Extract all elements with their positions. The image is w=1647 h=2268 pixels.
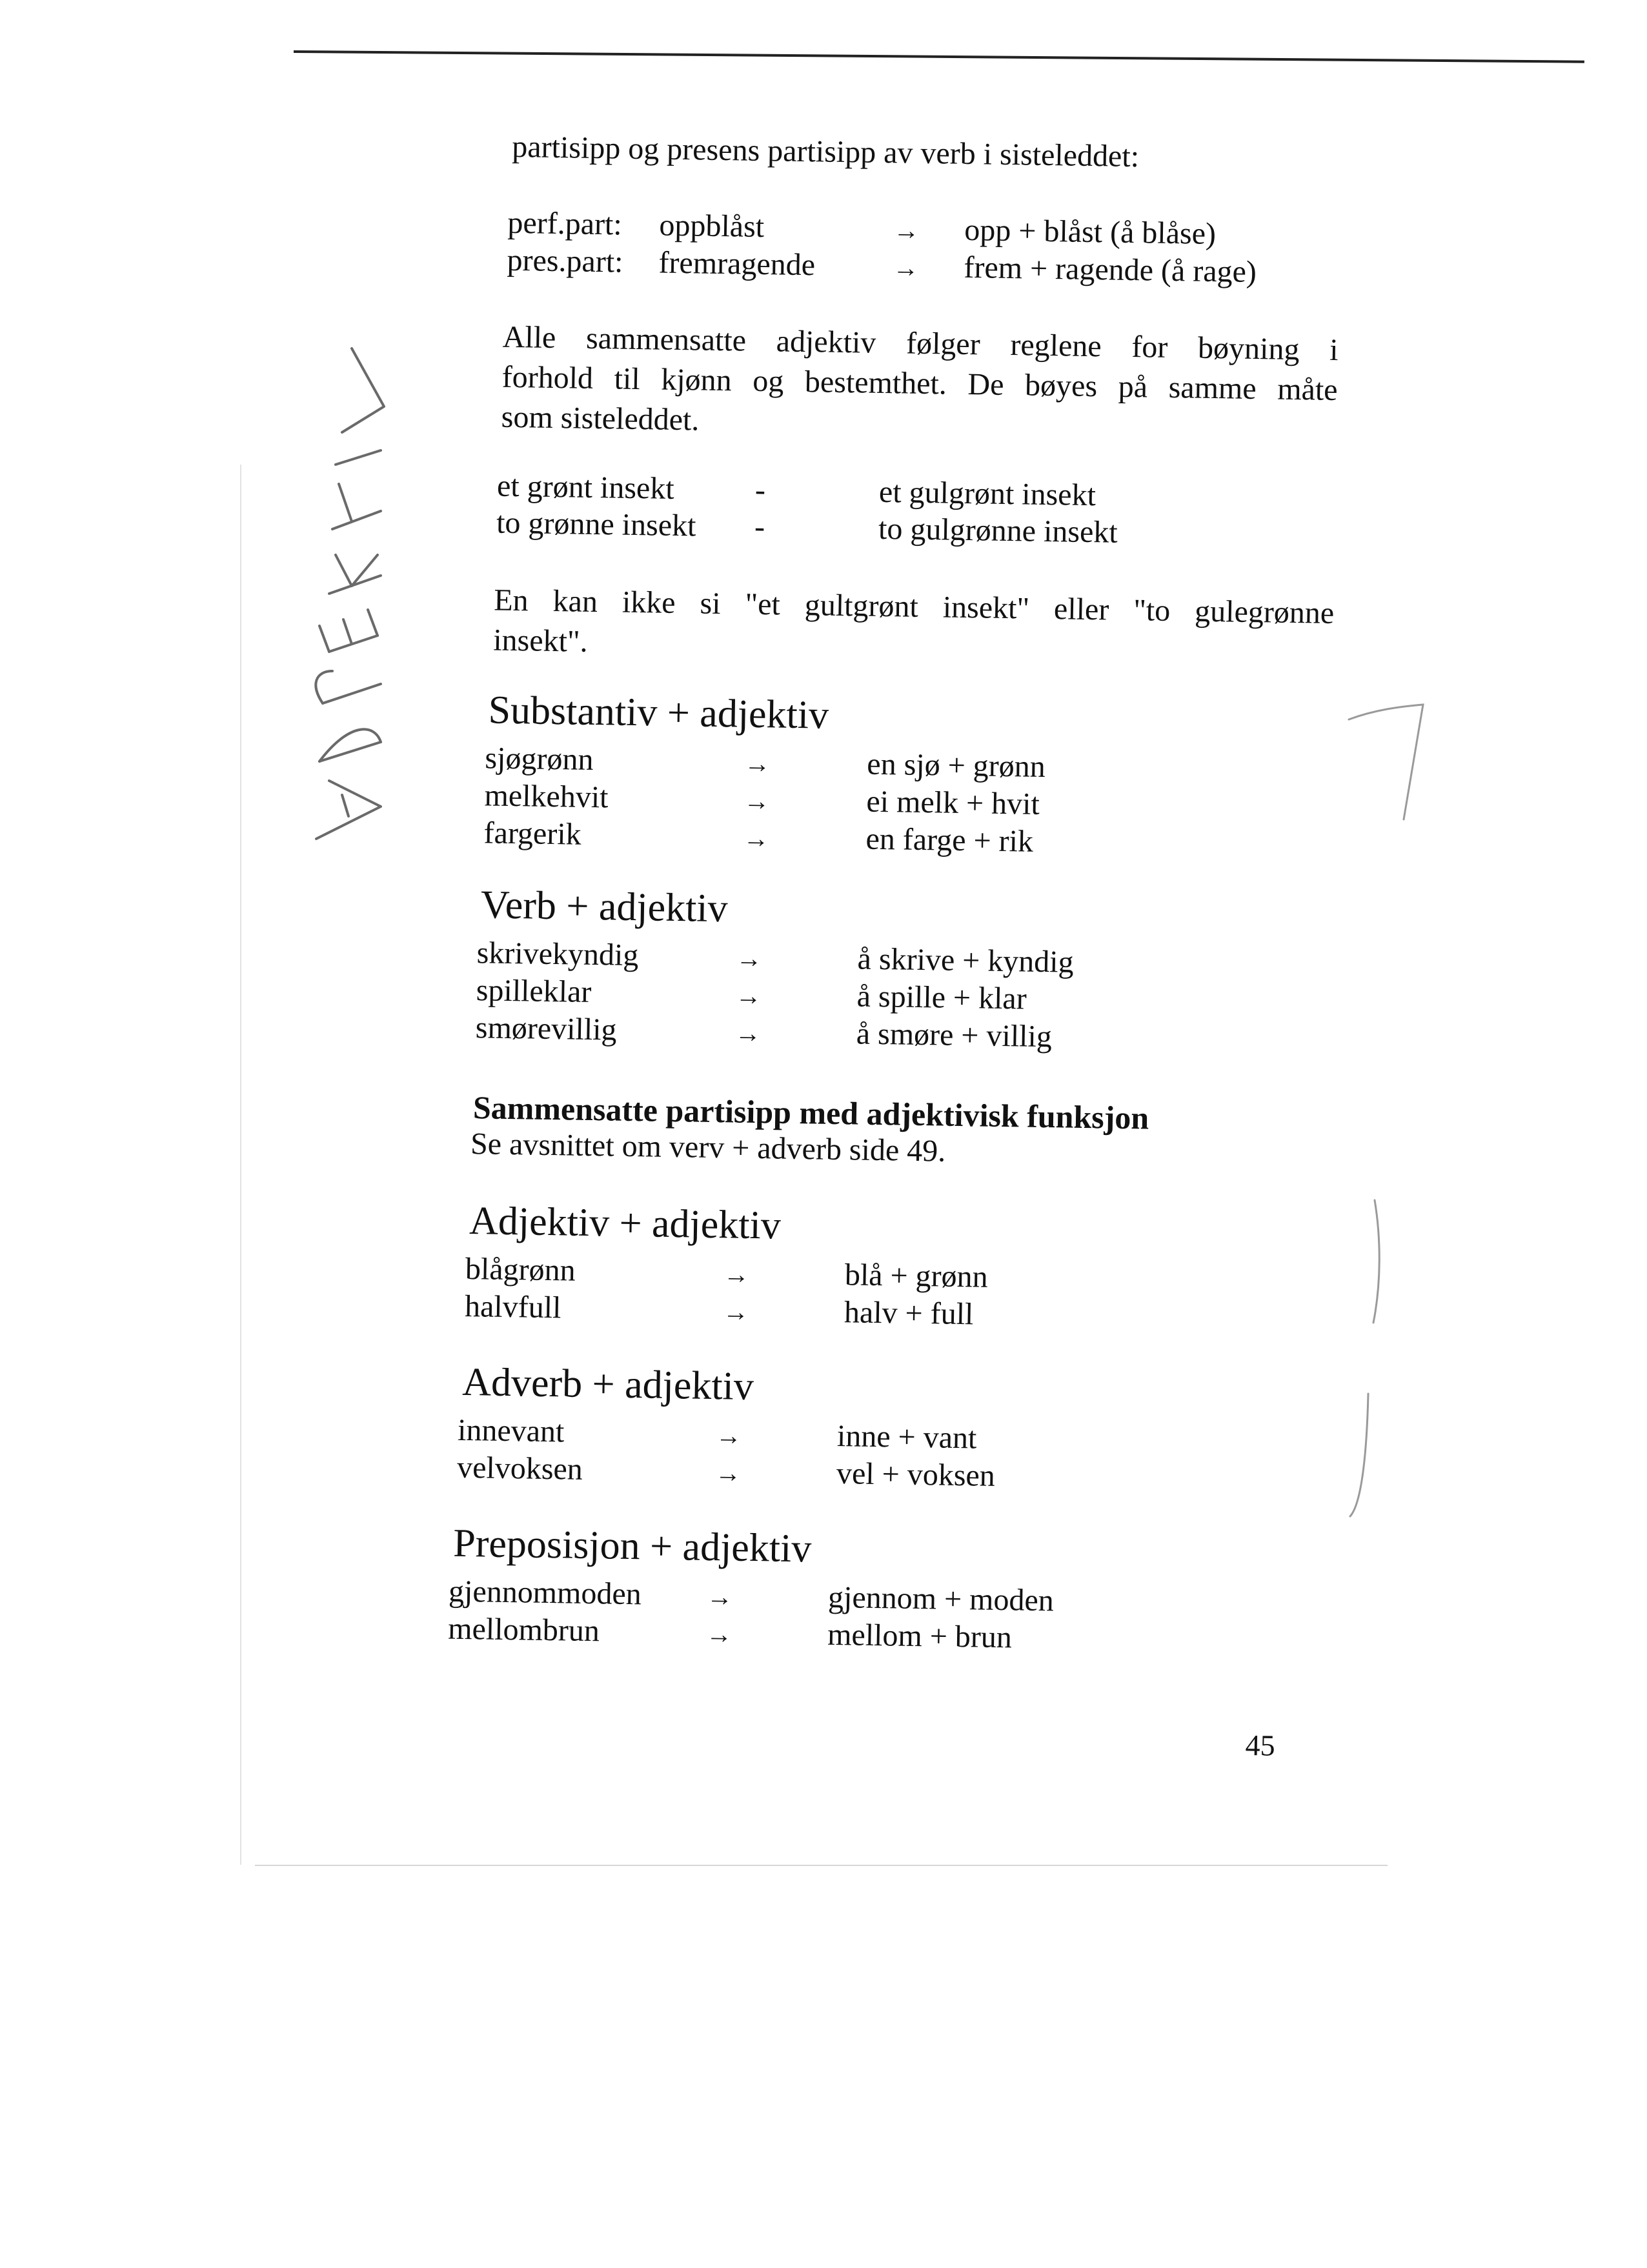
arrow-icon: →	[893, 253, 919, 283]
participle-word: fremragende	[658, 245, 816, 283]
subheading-bold: Sammensatte partisipp med adjektivisk funksjon	[472, 1089, 1149, 1136]
arrow-icon: →	[744, 748, 771, 779]
compound-word: smørevillig	[475, 1010, 617, 1047]
cross-reference-text: Se avsnittet om verv + adverb side 49.	[470, 1127, 946, 1169]
paragraph-line: Alle sammensatte adjektiv følger reglene for bøyning i	[502, 319, 1339, 368]
arrow-icon: →	[705, 1619, 733, 1649]
page-number: 45	[1245, 1729, 1275, 1762]
section-heading: Adjektiv + adjektiv	[469, 1199, 782, 1248]
compound-result: gjennom + moden	[827, 1580, 1055, 1618]
example-left: to grønne insekt	[496, 505, 696, 543]
section-heading: Adverb + adjektiv	[461, 1360, 754, 1409]
compound-word: blågrønn	[465, 1251, 576, 1288]
compound-word: melkehvit	[484, 778, 609, 815]
arrow-icon: →	[735, 981, 762, 1011]
example-dash: -	[754, 509, 765, 545]
arrow-icon: →	[743, 823, 769, 854]
arrow-icon: →	[706, 1581, 733, 1612]
participle-result: frem + ragende (å rage)	[964, 250, 1257, 290]
arrow-icon: →	[715, 1421, 742, 1450]
compound-word: mellombrun	[447, 1611, 600, 1649]
compound-result: inne + vant	[836, 1419, 977, 1456]
example-left: et grønt insekt	[496, 468, 675, 506]
compound-result: ei melk + hvit	[866, 784, 1040, 821]
compound-word: halvfull	[464, 1289, 561, 1325]
example-dash: -	[754, 472, 766, 508]
paragraph-line: som sisteleddet.	[501, 399, 700, 437]
arrow-icon: →	[714, 1458, 742, 1488]
participle-word: oppblåst	[659, 208, 765, 245]
arrow-icon: →	[893, 216, 920, 245]
compound-result: å skrive + kyndig	[857, 941, 1075, 979]
compound-result: mellom + brun	[827, 1617, 1013, 1655]
intro-line: partisipp og presens partisipp av verb i sisteleddet:	[511, 129, 1140, 174]
arrow-icon: →	[723, 1259, 750, 1289]
arrow-icon: →	[743, 786, 770, 816]
section-heading: Verb + adjektiv	[480, 883, 729, 931]
participle-label: perf.part:	[507, 205, 623, 242]
example-right: to gulgrønne insekt	[878, 511, 1118, 550]
compound-word: fargerik	[483, 816, 582, 852]
compound-result: en sjø + grønn	[866, 747, 1046, 784]
compound-word: innevant	[457, 1412, 565, 1449]
paragraph-line: En kan ikke si "et gultgrønt insekt" eller "to gulegrønne	[493, 583, 1335, 630]
section-heading: Substantiv + adjektiv	[488, 688, 829, 738]
compound-result: å spille + klar	[856, 979, 1027, 1016]
compound-result: vel + voksen	[836, 1456, 996, 1493]
participle-result: opp + blåst (å blåse)	[964, 212, 1217, 252]
paragraph-line: forhold til kjønn og bestemthet. De bøyes på samme måte	[501, 359, 1339, 408]
compound-word: velvoksen	[456, 1450, 583, 1487]
section-heading: Preposisjon + adjektiv	[452, 1521, 812, 1571]
compound-result: å smøre + villig	[856, 1016, 1053, 1054]
compound-result: halv + full	[844, 1295, 974, 1332]
compound-word: gjennommoden	[448, 1574, 642, 1612]
arrow-icon: →	[722, 1297, 749, 1327]
compound-result: blå + grønn	[844, 1258, 989, 1294]
arrow-icon: →	[736, 943, 762, 974]
example-right: et gulgrønt insekt	[878, 474, 1096, 513]
compound-word: sjøgrønn	[485, 741, 594, 777]
paragraph-line: insekt".	[492, 623, 588, 659]
participle-label: pres.part:	[507, 243, 623, 279]
compound-result: en farge + rik	[865, 821, 1034, 859]
arrow-icon: →	[734, 1018, 762, 1049]
compound-word: skrivekyndig	[476, 936, 639, 973]
compound-word: spilleklar	[476, 973, 592, 1009]
